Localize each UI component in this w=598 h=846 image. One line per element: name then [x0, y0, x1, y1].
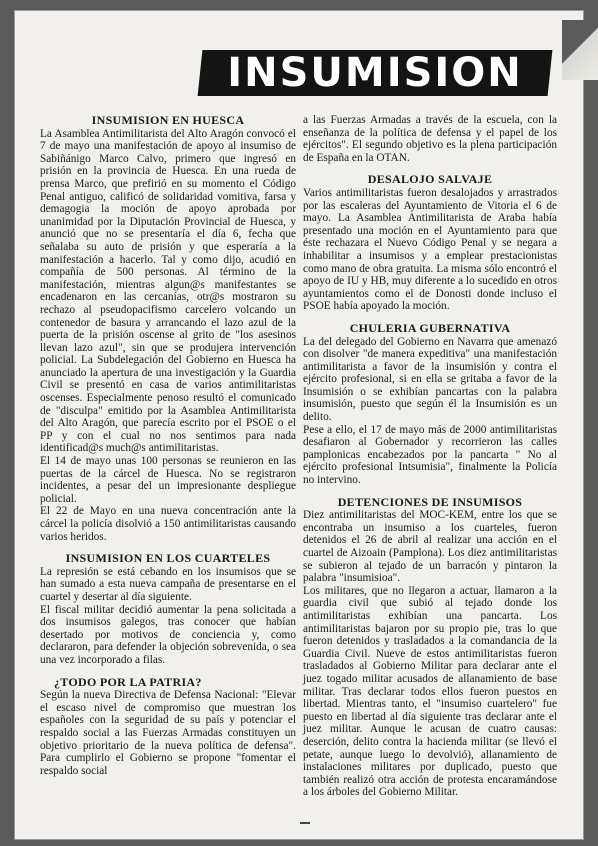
- article-patria: [40, 676, 296, 778]
- article-paragraph: Según la nueva Directiva de Defensa Nacional: "Elevar el escaso nivel de compromiso que muestran los españoles con la seguridad de su país y potenciar el respaldo social a las Fuerzas Armadas constituyen un objetivo prioritario de la nueva política de defensa". Para cumplirlo el Gobierno se propone "fomentar el respaldo social: [40, 689, 296, 777]
- article-heading: INSUMISION EN LOS CUARTELES: [65, 551, 271, 566]
- article-desalojo: [303, 173, 557, 313]
- article-huesca: [40, 114, 296, 543]
- article-heading: DESALOJO SALVAJE: [367, 172, 493, 187]
- article-heading: DETENCIONES DE INSUMISOS: [337, 494, 523, 509]
- article-paragraph: Varios antimilitaristas fueron desalojados y arrastrados por las escaleras del Ayuntamiento de Vitoria el 6 de mayo. La Asamblea Antimilitarista de Araba había presentado una moción en el Ayuntamiento para que éste rechazara el Nuevo Código Penal y se negara a inhabilitar a insumisos y a emplear prestacionistas como mano de obra gratuita. La misma sólo encontró el apoyo de IU y HB, muy diferente a lo sucedido en otros ayuntamientos como el de Donosti donde incluso el PSOE había apoyado la moción.: [303, 186, 557, 313]
- article-paragraph: El 22 de Mayo en una nueva concentración ante la cárcel la policía disolvió a 150 antimilitaristas causando varios heridos.: [40, 505, 296, 543]
- article-heading: CHULERIA GUBERNATIVA: [349, 320, 511, 335]
- article-heading: ¿TODO POR LA PATRIA?: [54, 674, 202, 689]
- banner-title: INSUMISION: [227, 50, 523, 96]
- article-heading: INSUMISION EN HUESCA: [91, 113, 245, 127]
- article-paragraph: La Asamblea Antimilitarista del Alto Aragón convocó el 7 de mayo una manifestación de apoyo al insumiso de Sabiñánigo Marco Calvo, primero que ingresó en prisión en la provincia de Huesca. En una rueda de prensa Marco, que prefirió en su momento el Código Penal antiguo, calificó de solidaridad vomitiva, farsa y demagogia la moción de apoyo aprobada por unanimidad por la Diputación Provincial de Huesca, y anunció que no se presentaría el día 6, fecha que señalaba su auto de prisión y que esperaría a la manifestación a hacerlo. Tal y como dijo, acudió en compañía de 500 personas. Al término de la manifestación, mientras algun@s manifestantes se encadenaron en las cercanías, otr@s mostraron su rechazo al pseudopacifismo carcelero volcando un contenedor de basura y arrancando el lazo azul de la puerta de la prisión oscense al grito de "los asesinos llevan lazo azul", sin que se produjera intervención policial. La Subdelegación del Gobierno en Huesca ha anunciado la apertura de una investigación y la Guardia Civil se presentó en casa de varios antimilitaristas oscenses. Especialmente penoso resultó el comunicado de "disculpa" emitido por la Asamblea Antimilitarista del Alto Aragón, que parecía escrito por el PSOE o el PP y con el cual no nos sentimos para nada identificad@s much@s antimilitaristas.: [40, 127, 296, 455]
- page-corner-fold: [562, 20, 598, 80]
- ink-mark: [300, 822, 310, 824]
- article-patria-continued: [303, 114, 557, 164]
- article-paragraph: Los militares, que no llegaron a actuar, llamaron a la guardia civil que subió al tejado donde los antimilitaristas exhibían una pancarta. Los antimilitaristas bajaron por su propio pie, tras lo que fueron detenidos y trasladados a la comandancia de la Guardia Civil. Nueve de estos antimilitaristas fueron trasladados al Gobierno Militar para declarar ante el juez togado militar acusados de allanamiento de base militar. Tras declarar todos ellos fueron puestos en libertad. Mientras tanto, el "insumiso cuartelero" fue puesto en libertad al día siguiente tras declarar ante el juez militar. Aunque le acusan de cuatro causas: deserción, delito contra la hacienda militar (se llevó el petate, aunque luego lo devolvió), allanamiento de instalaciones militares por duplicado, puesto que también realizó otra acción de protesta encaramándose a los árboles del Gobierno Militar.: [303, 584, 557, 799]
- article-detenciones: [303, 496, 557, 799]
- article-cuarteles: [40, 552, 296, 666]
- article-paragraph: a las Fuerzas Armadas a través de la escuela, con la enseñanza de la política de defensa y el papel de los ejércitos". El segundo objetivo es la plena participación de España en la OTAN.: [303, 114, 557, 164]
- article-paragraph: El 14 de mayo unas 100 personas se reunieron en las puertas de la cárcel de Huesca. No se registraron incidentes, a pesar del un impresionante despliegue policial.: [40, 455, 296, 505]
- article-paragraph: El fiscal militar decidió aumentar la pena solicitada a dos insumisos galegos, tras conocer que habían desertado por motivos de conciencia y, como declararon, para defender la objeción sobrevenida, o sea una vez incorporado a filas.: [40, 603, 296, 666]
- left-column: [40, 114, 296, 786]
- right-column: [303, 114, 557, 808]
- article-paragraph: Diez antimilitaristas del MOC-KEM, entre los que se encontraba un insumiso a los cuarteles, fueron detenidos el 26 de abril al realizar una acción en el cuartel de Aizoain (Pamplona). Los diez antimilitaristas se subieron al tejado de un barracón y pintaron la palabra "insumisioa".: [303, 509, 557, 585]
- article-paragraph: Pese a ello, el 17 de mayo más de 2000 antimilitaristas desafiaron al Gobernador y recorrieron las calles pamplonicas encabezados por la pancarta " No al ejército profesional Intsumisia", finalmente la Policía no intervino.: [303, 423, 557, 487]
- article-paragraph: La del delegado del Gobierno en Navarra que amenazó con disolver "de manera expeditiva" una manifestación antimilitarista a favor de la insumisión y contra el ejército profesional, si en ella se gritaba a favor de la Insumisión o se exhibían pancartas con la palabra insumisión, puesto que según él la Insumisión es un delito.: [303, 335, 557, 424]
- article-chuleria: [303, 322, 557, 487]
- article-paragraph: La represión se está cebando en los insumisos que se han sumado a esta nueva campaña de presentarse en el cuartel y desertar al día siguiente.: [40, 565, 296, 603]
